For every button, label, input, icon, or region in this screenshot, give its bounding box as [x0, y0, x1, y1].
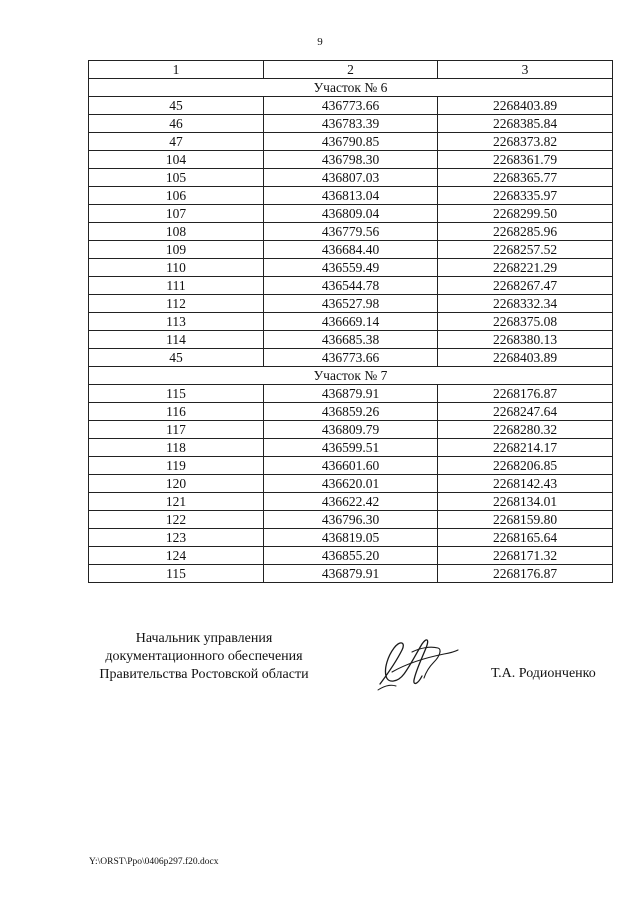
point-number-cell: 45	[89, 349, 264, 367]
x-coordinate-cell: 436773.66	[264, 349, 438, 367]
point-number-cell: 45	[89, 97, 264, 115]
y-coordinate-cell: 2268332.34	[438, 295, 613, 313]
x-coordinate-cell: 436773.66	[264, 97, 438, 115]
table-row	[89, 187, 613, 205]
x-coordinate-cell: 436544.78	[264, 277, 438, 295]
y-coordinate-cell: 2268335.97	[438, 187, 613, 205]
column-header: 1	[89, 61, 264, 79]
signer-position-line: Начальник управления	[135, 631, 273, 646]
table-row	[89, 403, 613, 421]
x-coordinate-cell: 436807.03	[264, 169, 438, 187]
table-row	[89, 475, 613, 493]
x-coordinate-cell: 436819.05	[264, 529, 438, 547]
point-number-cell: 105	[89, 169, 264, 187]
point-number-cell: 117	[89, 421, 264, 439]
table-row	[89, 331, 613, 349]
x-coordinate-cell: 436879.91	[264, 565, 438, 583]
point-number-cell: 121	[89, 493, 264, 511]
x-coordinate-cell: 436859.26	[264, 403, 438, 421]
y-coordinate-cell: 2268361.79	[438, 151, 613, 169]
section-title-row	[89, 79, 613, 97]
y-coordinate-cell: 2268375.08	[438, 313, 613, 331]
table-row	[89, 205, 613, 223]
x-coordinate-cell: 436685.38	[264, 331, 438, 349]
table-row	[89, 439, 613, 457]
x-coordinate-cell: 436855.20	[264, 547, 438, 565]
table-row	[89, 241, 613, 259]
y-coordinate-cell: 2268385.84	[438, 115, 613, 133]
x-coordinate-cell: 436798.30	[264, 151, 438, 169]
y-coordinate-cell: 2268176.87	[438, 385, 613, 403]
y-coordinate-cell: 2268373.82	[438, 133, 613, 151]
y-coordinate-cell: 2268280.32	[438, 421, 613, 439]
y-coordinate-cell: 2268365.77	[438, 169, 613, 187]
table-row	[89, 565, 613, 583]
table-row	[89, 547, 613, 565]
point-number-cell: 107	[89, 205, 264, 223]
table-row	[89, 277, 613, 295]
y-coordinate-cell: 2268285.96	[438, 223, 613, 241]
point-number-cell: 111	[89, 277, 264, 295]
x-coordinate-cell: 436599.51	[264, 439, 438, 457]
x-coordinate-cell: 436809.79	[264, 421, 438, 439]
point-number-cell: 108	[89, 223, 264, 241]
point-number-cell: 122	[89, 511, 264, 529]
y-coordinate-cell: 2268403.89	[438, 349, 613, 367]
table-row	[89, 511, 613, 529]
point-number-cell: 120	[89, 475, 264, 493]
point-number-cell: 115	[89, 385, 264, 403]
signer-name: Т.А. Родионченко	[491, 666, 596, 681]
file-path: Y:\ORST\Ppo\0406p297.f20.docx	[89, 857, 219, 867]
table-row	[89, 385, 613, 403]
point-number-cell: 112	[89, 295, 264, 313]
table-row	[89, 133, 613, 151]
page-number: 9	[317, 36, 323, 48]
x-coordinate-cell: 436684.40	[264, 241, 438, 259]
table-row	[89, 421, 613, 439]
point-number-cell: 116	[89, 403, 264, 421]
x-coordinate-cell: 436669.14	[264, 313, 438, 331]
section-title: Участок № 7	[89, 367, 613, 385]
x-coordinate-cell: 436620.01	[264, 475, 438, 493]
point-number-cell: 113	[89, 313, 264, 331]
point-number-cell: 118	[89, 439, 264, 457]
table-row	[89, 295, 613, 313]
point-number-cell: 123	[89, 529, 264, 547]
point-number-cell: 47	[89, 133, 264, 151]
column-header: 3	[438, 61, 613, 79]
point-number-cell: 106	[89, 187, 264, 205]
x-coordinate-cell: 436779.56	[264, 223, 438, 241]
y-coordinate-cell: 2268257.52	[438, 241, 613, 259]
y-coordinate-cell: 2268176.87	[438, 565, 613, 583]
y-coordinate-cell: 2268134.01	[438, 493, 613, 511]
x-coordinate-cell: 436809.04	[264, 205, 438, 223]
x-coordinate-cell: 436783.39	[264, 115, 438, 133]
x-coordinate-cell: 436813.04	[264, 187, 438, 205]
signer-position	[88, 630, 320, 684]
point-number-cell: 119	[89, 457, 264, 475]
y-coordinate-cell: 2268206.85	[438, 457, 613, 475]
signature-block	[0, 630, 640, 690]
table-row	[89, 151, 613, 169]
y-coordinate-cell: 2268380.13	[438, 331, 613, 349]
point-number-cell: 114	[89, 331, 264, 349]
y-coordinate-cell: 2268221.29	[438, 259, 613, 277]
y-coordinate-cell: 2268267.47	[438, 277, 613, 295]
table-row	[89, 169, 613, 187]
x-coordinate-cell: 436790.85	[264, 133, 438, 151]
table-row	[89, 259, 613, 277]
point-number-cell: 115	[89, 565, 264, 583]
section-title-row	[89, 367, 613, 385]
x-coordinate-cell: 436601.60	[264, 457, 438, 475]
table-row	[89, 313, 613, 331]
table-row	[89, 457, 613, 475]
y-coordinate-cell: 2268403.89	[438, 97, 613, 115]
section-title: Участок № 6	[89, 79, 613, 97]
point-number-cell: 109	[89, 241, 264, 259]
y-coordinate-cell: 2268159.80	[438, 511, 613, 529]
table-row	[89, 97, 613, 115]
x-coordinate-cell: 436527.98	[264, 295, 438, 313]
point-number-cell: 110	[89, 259, 264, 277]
x-coordinate-cell: 436796.30	[264, 511, 438, 529]
signer-position-line: документационного обеспечения	[105, 649, 303, 664]
x-coordinate-cell: 436879.91	[264, 385, 438, 403]
y-coordinate-cell: 2268165.64	[438, 529, 613, 547]
y-coordinate-cell: 2268142.43	[438, 475, 613, 493]
signer-position-line: Правительства Ростовской области	[99, 667, 309, 682]
table-row	[89, 349, 613, 367]
table-row	[89, 223, 613, 241]
y-coordinate-cell: 2268247.64	[438, 403, 613, 421]
x-coordinate-cell: 436622.42	[264, 493, 438, 511]
coordinates-table-body	[89, 61, 613, 583]
column-header: 2	[264, 61, 438, 79]
y-coordinate-cell: 2268299.50	[438, 205, 613, 223]
point-number-cell: 124	[89, 547, 264, 565]
point-number-cell: 104	[89, 151, 264, 169]
x-coordinate-cell: 436559.49	[264, 259, 438, 277]
table-header-row	[89, 61, 613, 79]
coordinates-table	[88, 60, 613, 583]
y-coordinate-cell: 2268171.32	[438, 547, 613, 565]
table-row	[89, 115, 613, 133]
handwritten-signature	[372, 632, 462, 696]
point-number-cell: 46	[89, 115, 264, 133]
table-row	[89, 493, 613, 511]
y-coordinate-cell: 2268214.17	[438, 439, 613, 457]
table-row	[89, 529, 613, 547]
